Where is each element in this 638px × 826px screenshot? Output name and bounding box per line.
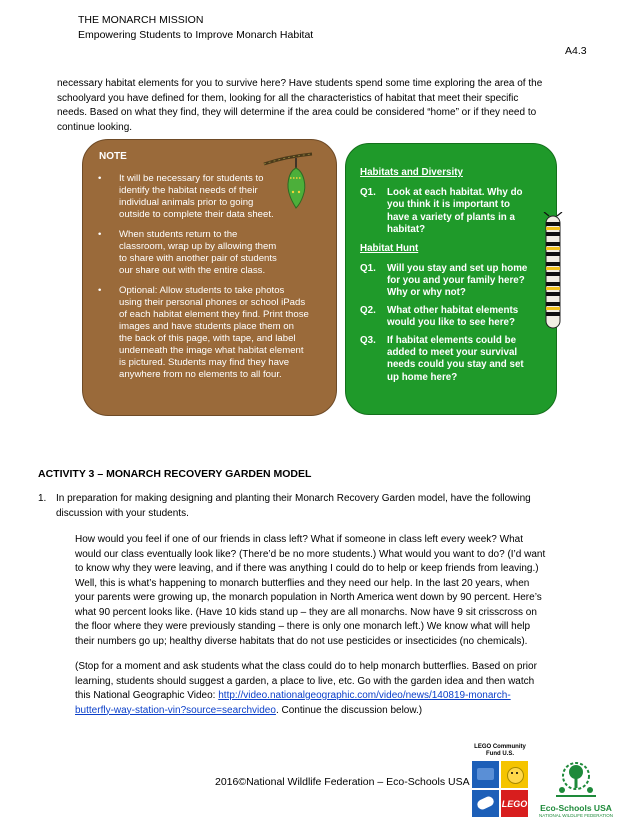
- lego-label-line: Fund U.S.: [486, 751, 514, 757]
- discussion-paragraph-2: [75, 660, 600, 718]
- note-line: It will be necessary for students to: [119, 173, 264, 184]
- para-line: How would you feel if one of our friends in class left? What if someone in class left every week? What: [75, 534, 523, 545]
- video-link[interactable]: http://video.nationalgeographic.com/video/news/140819-monarch-: [218, 690, 511, 701]
- question: [360, 305, 550, 330]
- step-number: 1.: [38, 493, 47, 504]
- note-line: using their personal phones or school iPads: [119, 297, 306, 308]
- habitat-hunt-title: Habitat Hunt: [360, 242, 419, 254]
- lego-brand-text: LEGO: [501, 798, 528, 809]
- lego-label-line: LEGO Community: [474, 744, 526, 750]
- question-number: Q3.: [360, 334, 376, 346]
- para-text: this National Geographic Video:: [75, 690, 219, 701]
- note-line: underneath the image what habitat element: [119, 345, 304, 356]
- note-line: Optional: Allow students to take photos: [119, 285, 285, 296]
- para-line: [75, 704, 600, 719]
- lego-minifig-icon: [501, 761, 528, 788]
- intro-line: needs. Based on what they find, they will determine if the area could be considered “home” or if they need to: [57, 107, 537, 118]
- question-number: Q1.: [360, 262, 376, 274]
- step-line: In preparation for making designing and planting their Monarch Recovery Garden model, have the following: [56, 493, 531, 504]
- question-line: would you like to see here?: [387, 317, 515, 329]
- note-item: [95, 229, 330, 277]
- note-line: our share out with the entire class.: [119, 265, 266, 276]
- note-line: anywhere from no elements to all four.: [119, 369, 282, 380]
- question-line: have a variety of plants in a: [387, 211, 515, 223]
- question-line: Why or why not?: [387, 287, 466, 299]
- question-line: What other habitat elements: [387, 304, 519, 316]
- note-item: [95, 285, 330, 381]
- lego-label: [470, 744, 530, 758]
- eco-label: Eco-Schools USA: [540, 803, 612, 813]
- question-line: Look at each habitat. Why do: [387, 187, 523, 198]
- bullet: •: [98, 285, 102, 296]
- intro-line: necessary habitat elements for you to survive here? Have students spend some time exploring the area of the: [57, 78, 543, 89]
- question-line: added to meet your survival: [387, 347, 518, 359]
- para-text: . Continue the discussion below.): [275, 704, 423, 716]
- bullet: •: [98, 229, 102, 240]
- step-line: discussion with your students.: [56, 507, 189, 519]
- note-line: outside to complete their data sheet.: [119, 209, 274, 220]
- para-line: what 90 percent looks like. (Have 10 kids stand up – they are all monarchs. Now have 9 sit crisscross on: [75, 606, 537, 618]
- question: [360, 263, 550, 300]
- lego-brick-icon: [472, 761, 499, 788]
- note-line: classroom, wrap up by allowing them: [119, 241, 277, 252]
- note-line: to share with another pair of students: [119, 253, 277, 264]
- intro-line: schoolyard you have defined for them, looking for all the characteristics of habitat that meet their specific: [57, 92, 519, 104]
- question-number: Q1.: [360, 187, 376, 198]
- activity-title: ACTIVITY 3 – MONARCH RECOVERY GARDEN MODEL: [38, 468, 312, 480]
- lego-fund-logo: [470, 744, 530, 822]
- lego-brand-logo: [501, 790, 528, 817]
- note-line: the back of this page, with tape, and label: [119, 333, 296, 344]
- question-line: up home here?: [387, 371, 458, 383]
- video-link-continued[interactable]: butterfly-way-station-vin?source=searchvideo: [75, 704, 276, 716]
- note-line: is pictured. Students may find they have: [119, 357, 290, 368]
- intro-line: continue looking.: [57, 121, 133, 133]
- footer-text: 2016©National Wildlife Federation – Eco-Schools USA: [215, 776, 470, 788]
- discussion-paragraph-1: [75, 533, 600, 649]
- lego-hand-icon: [472, 790, 499, 817]
- chrysalis-illustration: [262, 152, 314, 212]
- question-line: needs could you stay and set: [387, 359, 524, 371]
- para-line: (Stop for a moment and ask students what the class could do to help monarch butterflies. Based on prior: [75, 661, 537, 672]
- question-line: you think it is important to: [387, 199, 511, 211]
- para-line: to know why they were leaving, and if there was anything I could do to help or keep friends from leaving.): [75, 563, 539, 574]
- question-line: Will you stay and set up home: [387, 262, 528, 274]
- habitats-content: [360, 167, 550, 389]
- note-line: identify the habitat needs of their: [119, 185, 258, 196]
- eco-sublabel: NATIONAL WILDLIFE FEDERATION: [539, 813, 613, 818]
- note-title: NOTE: [99, 151, 127, 162]
- bullet: •: [98, 173, 102, 184]
- para-line: [75, 689, 600, 704]
- question-line: If habitat elements could be: [387, 334, 517, 346]
- question-line: for you and your family here?: [387, 275, 525, 287]
- habitats-diversity-title: Habitats and Diversity: [360, 167, 463, 178]
- note-line: When students return to the: [119, 229, 238, 240]
- question-line: habitat?: [387, 224, 426, 236]
- habitats-box: [345, 143, 557, 415]
- question: [360, 335, 550, 385]
- caterpillar-illustration: [540, 212, 566, 332]
- note-line: images and have students place them on: [119, 321, 294, 332]
- para-line: the floor where they were previously standing – there is only one monarch left.) We know what will help: [75, 621, 531, 632]
- para-line: their numbers go up; healthy diverse habitats that do not use pesticides or insecticides (no chemicals).: [75, 635, 528, 647]
- note-line: of each habitat element they find. Print those: [119, 309, 309, 320]
- para-line: learning, students should suggest a garden, a place to live, etc. Go with the garden idea and then watch: [75, 675, 535, 687]
- para-line: your parents were growing up, the monarch population in North America went down by 90 percent. Here’s: [75, 592, 542, 603]
- intro-paragraph: [57, 77, 587, 135]
- page-code: A4.3: [565, 45, 587, 57]
- question: [360, 187, 550, 237]
- doc-title: THE MONARCH MISSION: [78, 14, 204, 26]
- para-line: Well, this is what’s happening to monarch butterflies and they need our help. In the last 20 years, when: [75, 577, 530, 589]
- eco-schools-logo: [538, 760, 614, 820]
- question-number: Q2.: [360, 304, 376, 316]
- para-line: would our class eventually look like? (There’d be no more students.) What would you want to do? (I’d want: [75, 548, 546, 560]
- eco-tree-icon: [538, 760, 614, 800]
- activity-step: [38, 492, 598, 521]
- note-line: individual animals prior to going: [119, 197, 254, 208]
- doc-subtitle: Empowering Students to Improve Monarch Habitat: [78, 29, 314, 41]
